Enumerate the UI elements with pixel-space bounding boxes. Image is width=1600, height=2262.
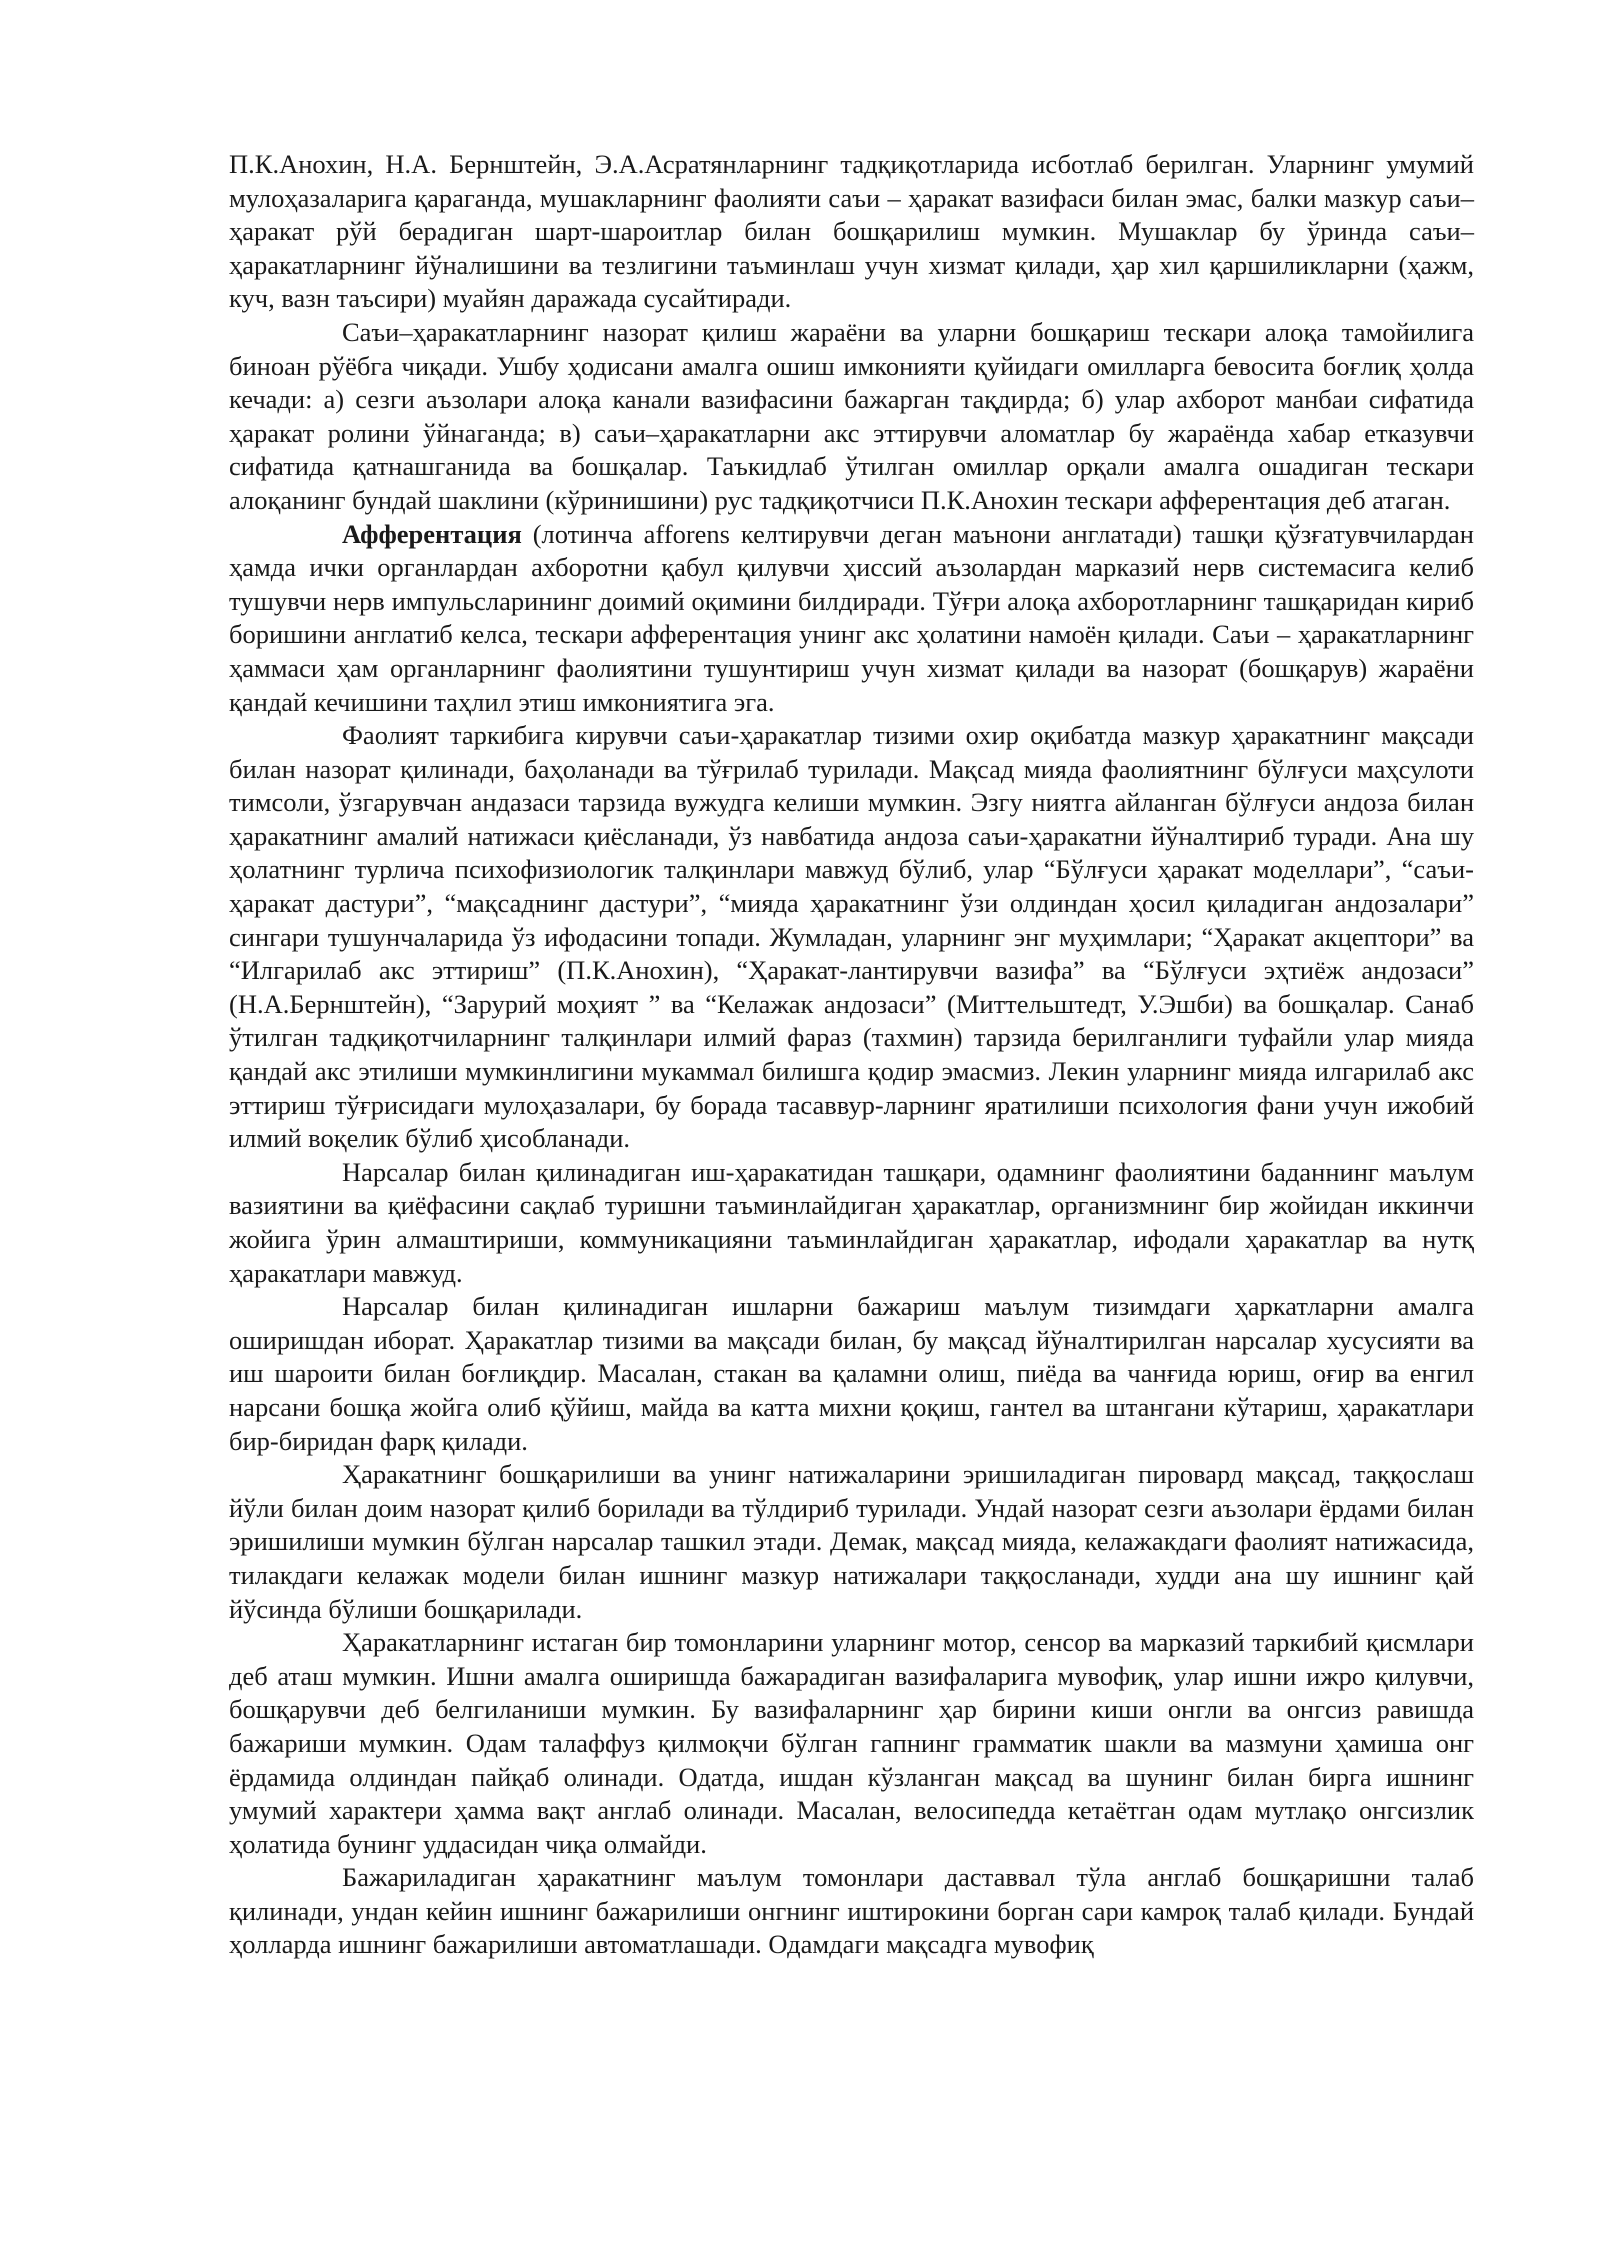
paragraph-text: Саъи–ҳаракатларнинг назорат қилиш жараёни ва уларни бошқариш тескари алоқа тамойилига биноан рўёбга чиқади. Ушбу ҳодисани амалга ошиш имконияти қуйидаги омилларга бевосита боғлиқ ҳолда кечади: а) сезги аъзолари алоқа канали вазифасини бажарган тақдирда; б) улар ахборот манбаи сифатида ҳаракат ролини ўйнаганда; в) саъи–ҳаракатларни акс эттирувчи аломатлар бу жараёнда хабар етказувчи сифатида қатнашганида ва бошқалар. Таъкидлаб ўтилган омиллар орқали амалга ошадиган тескари алоқанинг бундай шаклини (кўринишини) рус тадқиқотчиси П.К.Анохин тескари афферентация деб атаган.: [229, 316, 1474, 515]
paragraph-5: [229, 1156, 1474, 1290]
paragraph-2: [229, 316, 1474, 518]
paragraph-1: [229, 148, 1474, 316]
paragraph-4: [229, 719, 1474, 1156]
paragraph-text: Нарсалар билан қилинадиган иш-ҳаракатидан ташқари, одамнинг фаолиятини баданнинг маълум вазиятини ва қиёфасини сақлаб туришни таъминлайдиган ҳаракатлар, организмнинг бир жойидан иккинчи жойига ўрин алмаштириши, коммуникацияни таъминлайдиган ҳаракатлар, ифодали ҳаракатлар ва нутқ ҳаракатлари мавжуд.: [229, 1156, 1474, 1288]
paragraph-text: П.К.Анохин, Н.А. Бернштейн, Э.А.Асратянларнинг тадқиқотларида исботлаб берилган. Уларнинг умумий мулоҳазаларига қараганда, мушакларнинг фаолияти саъи – ҳаракат вазифаси билан эмас, балки мазкур саъи–ҳаракат рўй берадиган шарт-шароитлар билан бошқарилиш мумкин. Мушаклар бу ўринда саъи– ҳаракатларнинг йўналишини ва тезлигини таъминлаш учун хизмат қилади, ҳар хил қаршиликларни (ҳажм, куч, вазн таъсири) муайян даражада сусайтиради.: [229, 149, 1474, 314]
paragraph-text: Нарсалар билан қилинадиган ишларни бажариш маълум тизимдаги ҳаркатларни амалга оширишдан иборат. Ҳаракатлар тизими ва мақсади билан, бу мақсад йўналтирилган нарсалар хусусияти ва иш шароити билан боғлиқдир. Масалан, стакан ва қаламни олиш, пиёда ва чанғида юриш, оғир ва енгил нарсани бошқа жойга олиб қўйиш, майда ва катта михни қоқиш, гантел ва штангани кўтариш, ҳаракатлари бир-биридан фарқ қилади.: [229, 1291, 1474, 1456]
paragraph-7: [229, 1458, 1474, 1626]
document-page: [229, 148, 1474, 1962]
paragraph-6: [229, 1290, 1474, 1458]
paragraph-text: Бажариладиган ҳаракатнинг маълум томонлари даставвал тўла англаб бошқаришни талаб қилинади, ундан кейин ишнинг бажарилиши онгнинг иштирокини борган сари камроқ талаб қилади. Бундай ҳолларда ишнинг бажарилиши автоматлашади. Одамдаги мақсадга мувофиқ: [229, 1862, 1474, 1960]
bold-term: Афферентация: [342, 518, 522, 549]
paragraph-text: (лотинча afforens келтирувчи деган маънони англатади) ташқи қўзғатувчилардан ҳамда ички органлардан ахборотни қабул қилувчи ҳиссий аъзолардан марказий нерв системасига келиб тушувчи нерв импульсларининг доимий оқимини билдиради. Тўғри алоқа ахборотларнинг ташқаридан кириб боришини англатиб келса, тескари афферентация унинг акс ҳолатини намоён қилади. Саъи – ҳаракатларнинг ҳаммаси ҳам органларнинг фаолиятини тушунтириш учун хизмат қилади ва назорат (бошқарув) жараёни қандай кечишини таҳлил этиш имкониятига эга.: [229, 518, 1474, 717]
paragraph-3: [229, 518, 1474, 720]
paragraph-text: Ҳаракатларнинг истаган бир томонларини уларнинг мотор, сенсор ва марказий таркибий қисмлари деб аташ мумкин. Ишни амалга оширишда бажарадиган вазифаларига мувофиқ, улар ишни ижро қилувчи, бошқарувчи деб белгиланиши мумкин. Бу вазифаларнинг ҳар бирини киши онгли ва онгсиз равишда бажариши мумкин. Одам талаффуз қилмоқчи бўлган гапнинг грамматик шакли ва мазмуни ҳамиша онг ёрдамида олдиндан пайқаб олинади. Одатда, ишдан кўзланган мақсад ва шунинг билан бирга ишнинг умумий характери ҳамма вақт англаб олинади. Масалан, велосипедда кетаётган одам мутлақо онгсизлик ҳолатида бунинг уддасидан чиқа олмайди.: [229, 1627, 1474, 1859]
paragraph-text: Фаолият таркибига кирувчи саъи-ҳаракатлар тизими охир оқибатда мазкур ҳаракатнинг мақсади билан назорат қилинади, баҳоланади ва тўғрилаб турилади. Мақсад мияда фаолиятнинг бўлғуси маҳсулоти тимсоли, ўзгарувчан андазаси тарзида вужудга келиши мумкин. Эзгу ниятга айланган бўлғуси андоза билан ҳаракатнинг амалий натижаси қиёсланади, ўз навбатида андоза саъи-ҳаракатни йўналтириб туради. Ана шу ҳолатнинг турлича психофизиологик талқинлари мавжуд бўлиб, улар “Бўлғуси ҳаракат моделлари”, “саъи-ҳаракат дастури”, “мақсаднинг дастури”, “мияда ҳаракатнинг ўзи олдиндан ҳосил қиладиган андозалари” сингари тушунчаларида ўз ифодасини топади. Жумладан, уларнинг энг муҳимлари; “Ҳаракат акцептори” ва “Илгарилаб акс эттириш” (П.К.Анохин), “Ҳаракат-лантирувчи вазифа” ва “Бўлғуси эҳтиёж андозаси” (Н.А.Бернштейн), “Зарурий моҳият ” ва “Келажак андозаси” (Миттельштедт, У.Эшби) ва бошқалар. Санаб ўтилган тадқиқотчиларнинг талқинлари илмий фараз (тахмин) тарзида берилганлиги туфайли улар мияда қандай акс этилиши мумкинлигини мукаммал билишга қодир эмасмиз. Лекин уларнинг мияда илгарилаб акс эттириш тўғрисидаги мулоҳазалари, бу борада тасаввур-ларнинг яратилиши психология фани учун ижобий илмий воқелик бўлиб ҳисобланади.: [229, 720, 1474, 1154]
paragraph-text: Ҳаракатнинг бошқарилиши ва унинг натижаларини эришиладиган пировард мақсад, таққослаш йўли билан доим назорат қилиб борилади ва тўлдириб турилади. Ундай назорат сезги аъзолари ёрдами билан эришилиши мумкин бўлган нарсалар ташкил этади. Демак, мақсад мияда, келажакдаги фаолият натижасида, тилакдаги келажак модели билан ишнинг мазкур натижалари таққосланади, худди ана шу ишнинг қай йўсинда бўлиши бошқарилади.: [229, 1459, 1474, 1624]
paragraph-8: [229, 1626, 1474, 1861]
paragraph-9: [229, 1861, 1474, 1962]
